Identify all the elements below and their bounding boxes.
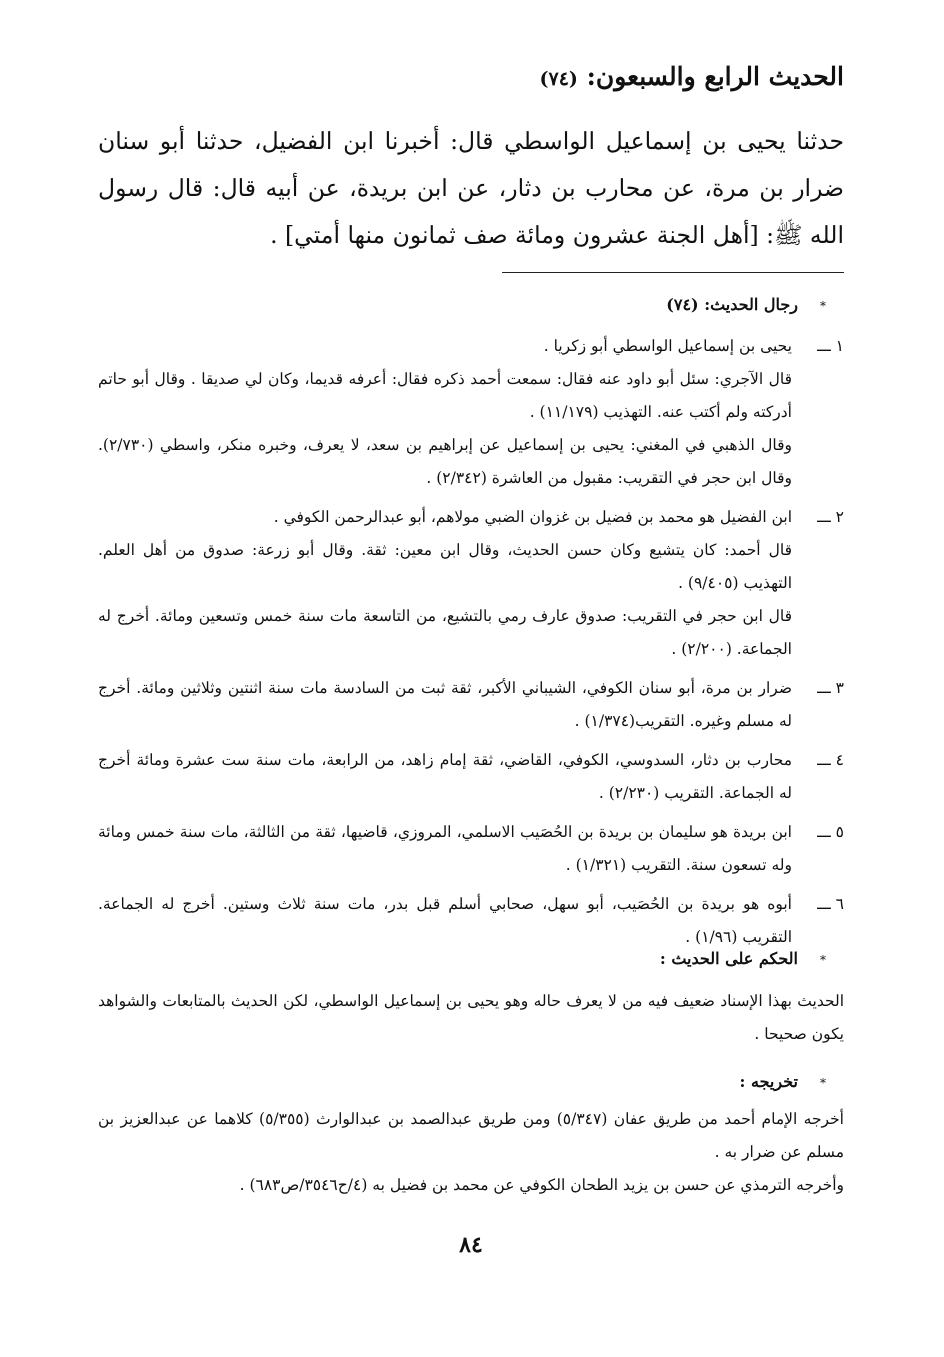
narrator-item — [98, 744, 844, 810]
narrator-paragraph: وقال الذهبي في المغني: يحيى بن إسماعيل عن إبراهيم بن سعد، لا يعرف، وخبره منكر، واسطي (٢/٧٣٠). وقال ابن حجر في التقريب: مقبول من العاشرة (٢/٣٤٢) . — [98, 436, 792, 487]
takhrij-heading-text: تخريجه : — [739, 1072, 798, 1091]
star-bullet-icon: * — [820, 1076, 826, 1090]
takhrij-heading — [740, 1065, 826, 1100]
narrator-item — [98, 816, 844, 882]
narrator-number: ٤ ـــ — [817, 751, 844, 769]
hadith-text: حدثنا يحيى بن إسماعيل الواسطي قال: أخبرنا ابن الفضيل، حدثنا أبو سنان ضرار بن مرة، عن محارب بن دثار، عن ابن بريدة، عن أبيه قال: قال رسول الله ﷺ: [أهل الجنة عشرون ومائة صف ثمانون منها أمتي] . — [98, 127, 844, 249]
narrator-paragraph: أبوه هو بريدة بن الحُصَيب، أبو سهل، صحابي أسلم قبل بدر، مات سنة ثلاث وستين. أخرج له الجماعة. التقريب (١/٩٦) . — [98, 895, 792, 946]
document-page — [98, 0, 844, 1357]
hukm-heading-text: الحكم على الحديث : — [659, 949, 798, 968]
narrator-paragraph: قال أحمد: كان يتشيع وكان حسن الحديث، وقال ابن معين: ثقة. وقال أبو زرعة: صدوق من أهل العلم. التهذيب (٩/٤٠٥) . — [98, 541, 792, 592]
narrator-number: ٥ ـــ — [817, 823, 844, 841]
takhrij-text — [98, 1103, 844, 1202]
star-bullet-icon: * — [820, 953, 826, 967]
narrator-number: ٦ ـــ — [817, 895, 844, 913]
footnote-divider — [502, 272, 844, 273]
narrator-paragraph: ضرار بن مرة، أبو سنان الكوفي، الشيباني الأكبر، ثقة ثبت من السادسة مات سنة اثنتين وثلاثين ومائة. أخرج له مسلم وغيره. التقريب(١/٣٧٤) . — [98, 679, 792, 730]
narrator-paragraph: محارب بن دثار، السدوسي، الكوفي، القاضي، ثقة إمام زاهد، من الرابعة، مات سنة ست عشرة ومائة أخرج له الجماعة. التقريب (٢/٢٣٠) . — [98, 751, 792, 802]
narrator-number: ١ ـــ — [817, 337, 844, 355]
narrator-item — [98, 330, 844, 495]
narrator-paragraph: يحيى بن إسماعيل الواسطي أبو زكريا . — [543, 337, 792, 355]
narrators-list — [98, 330, 844, 960]
hadith-title-text: الحديث الرابع والسبعون: — [586, 62, 844, 91]
hadith-number: (٧٤) — [539, 68, 578, 90]
narrator-item — [98, 672, 844, 738]
takhrij-paragraph: وأخرجه الترمذي عن حسن بن يزيد الطحان الكوفي عن محمد بن فضيل به (٤/ح٣٥٤٦/ص٦٨٣) . — [239, 1176, 844, 1194]
narrator-number: ٣ ـــ — [817, 679, 844, 697]
star-bullet-icon: * — [820, 299, 826, 313]
narrator-paragraph: ابن بريدة هو سليمان بن بريدة بن الحُصَيب الاسلمي، المروزي، قاضيها، ثقة من الثالثة، مات سنة خمس ومائة وله تسعون سنة. التقريب (١/٣٢١) . — [98, 823, 792, 874]
narrator-item — [98, 501, 844, 666]
narrator-paragraph: ابن الفضيل هو محمد بن فضيل بن غزوان الضبي مولاهم، أبو عبدالرحمن الكوفي . — [273, 508, 792, 526]
hukm-heading — [660, 942, 826, 977]
page-number: ٨٤ — [459, 1232, 483, 1258]
hadith-title — [540, 62, 845, 91]
takhrij-paragraph: أخرجه الإمام أحمد من طريق عفان (٥/٣٤٧) ومن طريق عبدالصمد بن عبدالوارث (٥/٣٥٥) كلاهما عن عبدالعزيز بن مسلم عن ضرار به . — [98, 1110, 844, 1161]
rijal-heading-text: رجال الحديث: (٧٤) — [666, 295, 798, 314]
narrator-paragraph: قال ابن حجر في التقريب: صدوق عارف رمي بالتشيع، من التاسعة مات سنة خمس وتسعين ومائة. أخرج له الجماعة. (٢/٢٠٠) . — [98, 607, 792, 658]
rijal-heading — [666, 288, 826, 323]
narrator-number: ٢ ـــ — [817, 508, 844, 526]
hukm-text: الحديث بهذا الإسناد ضعيف فيه من لا يعرف حاله وهو يحيى بن إسماعيل الواسطي، لكن الحديث بالمتابعات والشواهد يكون صحيحا . — [98, 992, 844, 1043]
narrator-paragraph: قال الآجري: سئل أبو داود عنه فقال: سمعت أحمد ذكره فقال: أعرفه قديما، وكان لي صديقا . وقال أبو حاتم أدركته ولم أكتب عنه. التهذيب (١١/١٧٩) . — [98, 370, 792, 421]
